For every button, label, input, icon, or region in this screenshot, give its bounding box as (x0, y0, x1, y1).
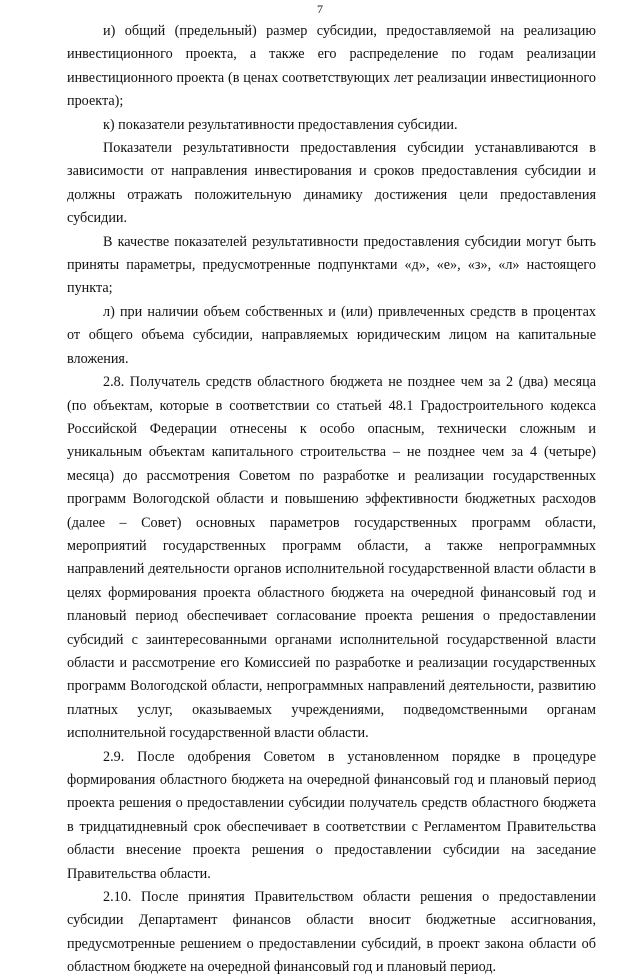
paragraph-2-9: 2.9. После одобрения Советом в установленном порядке в процедуре формирования областного бюджета на очередной финансовый год и плановый период проекта решения о предоставлении субсидии получатель средств областного бюджета в тридцатидневный срок обеспечивает в соответствии с Регламентом Правительства области внесение проекта решения о предоставлении субсидии на заседание Правительства области. (67, 748, 596, 882)
page-number: 7 (317, 2, 323, 16)
paragraph-indicators-params: В качестве показателей результативности предоставления субсидии могут быть приняты параметры, предусмотренные подпунктами «д», «е», «з», «л» настоящего пункта; (67, 233, 596, 297)
paragraph-2-10: 2.10. После принятия Правительством области решения о предоставлении субсидии Департамент финансов области вносит бюджетные ассигнования, предусмотренные решением о предоставлении субсидий, в проект закона области об областном бюджете на очередной финансовый год и плановый период. (67, 889, 596, 976)
paragraph-subitem-l: л) при наличии объем собственных и (или) привлеченных средств в процентах от общего объема субсидии, направляемых юридическим лицом на капитальные вложения. (67, 303, 596, 367)
paragraph-subitem-k: к) показатели результативности предоставления субсидии. (103, 116, 458, 133)
document-body (67, 20, 596, 980)
paragraph-indicators: Показатели результативности предоставления субсидии устанавливаются в зависимости от направления инвестирования и сроков предоставления субсидии и должны отражать положительную динамику достижения цели предоставления субсидии. (67, 140, 596, 227)
paragraph-subitem-i: и) общий (предельный) размер субсидии, предоставляемой на реализацию инвестиционного проекта, а также его распределение по годам реализации инвестиционного проекта (в ценах соответствующих лет реализации инвестиционного проекта); (67, 23, 596, 110)
paragraph-2-8: 2.8. Получатель средств областного бюджета не позднее чем за 2 (два) месяца (по объектам, которые в соответствии со статьей 48.1 Градостроительного кодекса Российской Федерации отнесены к особо опасным, технически сложным и уникальным объектам капитального строительства – не позднее чем за 4 (четыре) месяца) до рассмотрения Советом по разработке и реализации государственных программ Вологодской области и повышению эффективности бюджетных расходов (далее – Совет) основных параметров государственных программ области, мероприятий государственных программ области, а также непрограммных направлений деятельности органов исполнительной государственной власти области в целях формирования проекта областного бюджета на очередной финансовый год и плановый период обеспечивает согласование проекта решения о предоставлении субсидий с заинтересованными органами исполнительной государственной власти области и рассмотрение его Комиссией по разработке и реализации государственных программ Вологодской области, непрограммных направлений деятельности, развитию платных услуг, оказываемых учреждениями, подведомственными органам исполнительной государственной власти области. (67, 374, 596, 742)
